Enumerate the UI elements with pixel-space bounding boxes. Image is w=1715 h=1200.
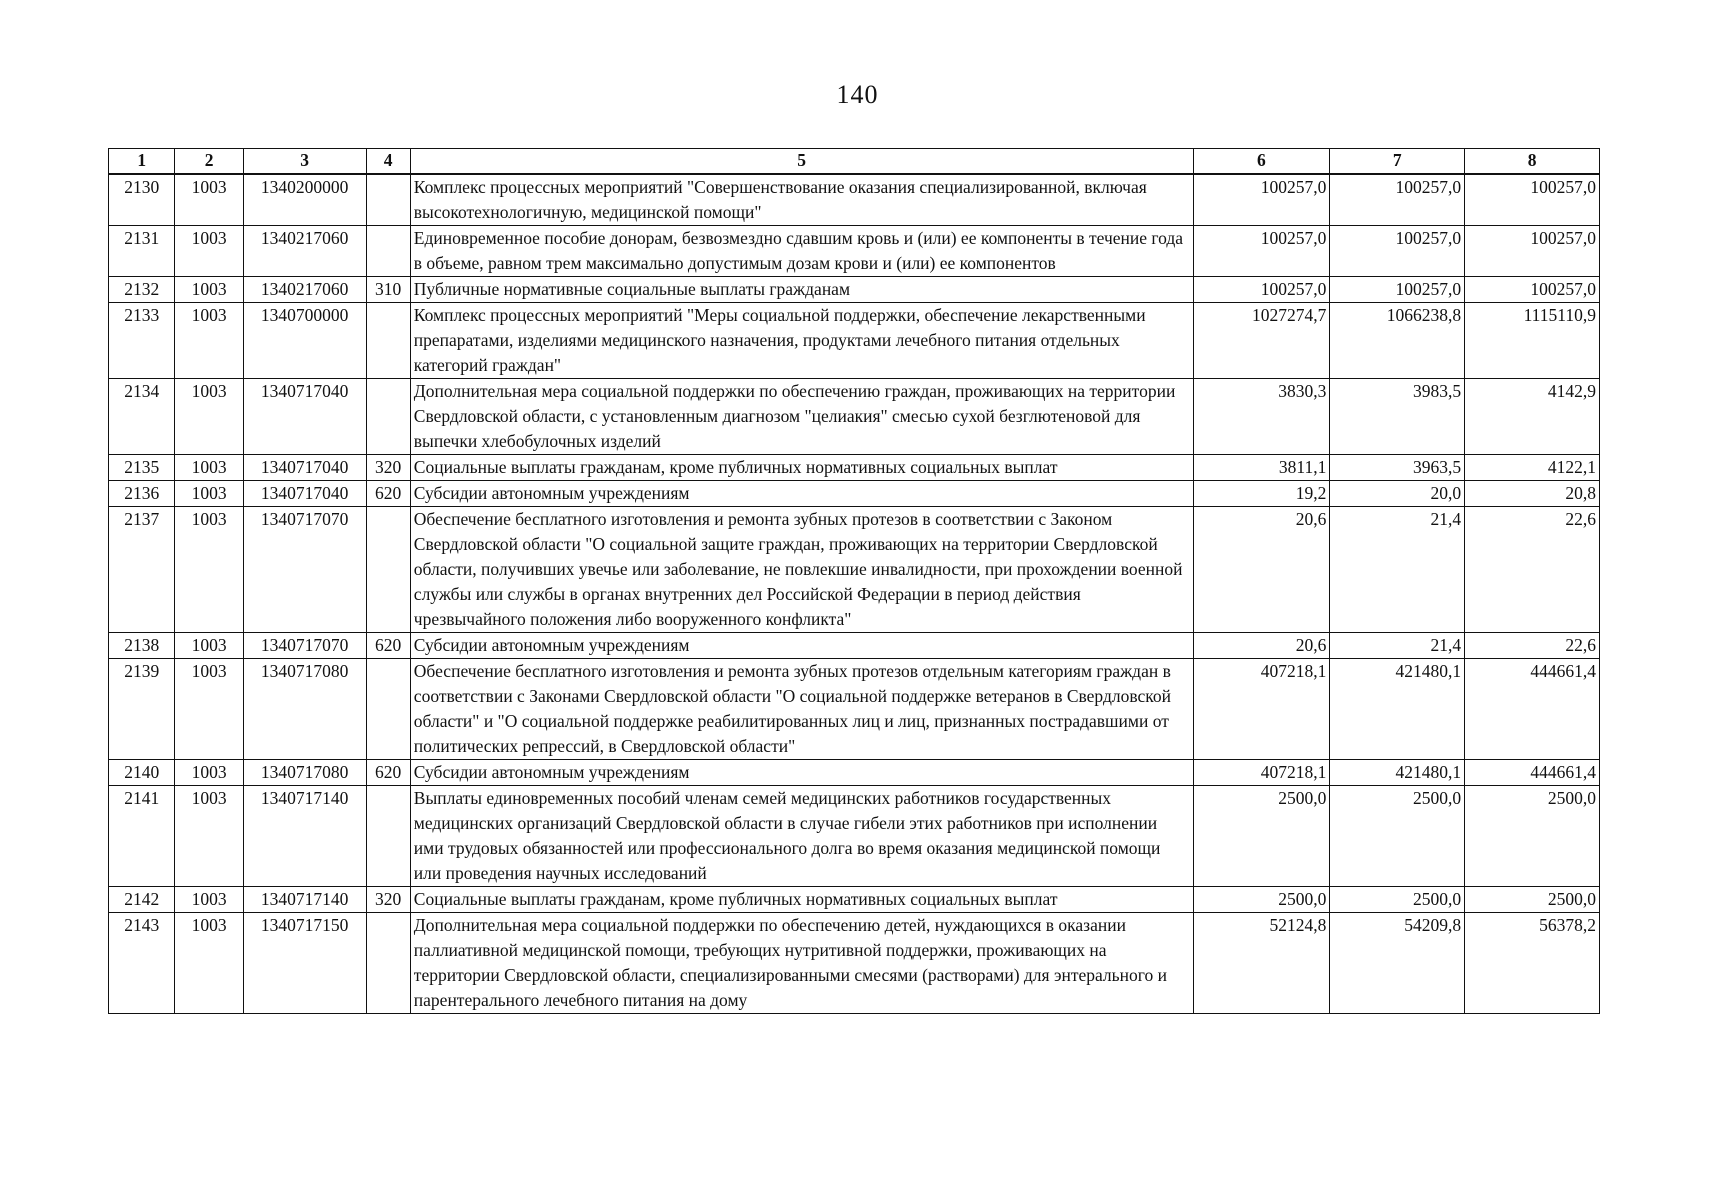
expense-type-code-cell: 620 (366, 760, 410, 786)
target-item-code-cell: 1340717140 (243, 887, 366, 913)
description-cell: Комплекс процессных мероприятий "Меры социальной поддержки, обеспечение лекарственными препаратами, изделиями медицинского назначения, продуктами лечебного питания отдельных категорий граждан" (410, 303, 1193, 379)
amount-col8-cell: 4122,1 (1465, 455, 1600, 481)
section-code-cell: 1003 (175, 913, 243, 1014)
expense-type-code-cell (366, 226, 410, 277)
target-item-code-cell: 1340717080 (243, 659, 366, 760)
amount-col7-cell: 2500,0 (1330, 786, 1465, 887)
line-number-cell: 2130 (109, 174, 175, 226)
page-number: 140 (836, 80, 879, 109)
amount-col8-cell: 100257,0 (1465, 174, 1600, 226)
amount-col8-cell: 100257,0 (1465, 277, 1600, 303)
expense-type-code-cell (366, 174, 410, 226)
column-header: 8 (1465, 149, 1600, 175)
expense-type-code-cell: 320 (366, 455, 410, 481)
amount-col8-cell: 2500,0 (1465, 786, 1600, 887)
amount-col6-cell: 2500,0 (1193, 887, 1330, 913)
column-header: 2 (175, 149, 243, 175)
amount-col7-cell: 20,0 (1330, 481, 1465, 507)
amount-col7-cell: 54209,8 (1330, 913, 1465, 1014)
section-code-cell: 1003 (175, 455, 243, 481)
target-item-code-cell: 1340217060 (243, 277, 366, 303)
table-row (109, 277, 1600, 303)
line-number-cell: 2138 (109, 633, 175, 659)
table-row (109, 481, 1600, 507)
section-code-cell: 1003 (175, 633, 243, 659)
amount-col8-cell: 2500,0 (1465, 887, 1600, 913)
section-code-cell: 1003 (175, 174, 243, 226)
amount-col6-cell: 407218,1 (1193, 760, 1330, 786)
section-code-cell: 1003 (175, 481, 243, 507)
column-header: 7 (1330, 149, 1465, 175)
amount-col6-cell: 3811,1 (1193, 455, 1330, 481)
target-item-code-cell: 1340717040 (243, 481, 366, 507)
section-code-cell: 1003 (175, 760, 243, 786)
description-cell: Комплекс процессных мероприятий "Совершенствование оказания специализированной, включая высокотехнологичную, медицинской помощи" (410, 174, 1193, 226)
target-item-code-cell: 1340717040 (243, 379, 366, 455)
description-cell: Субсидии автономным учреждениям (410, 481, 1193, 507)
target-item-code-cell: 1340717070 (243, 507, 366, 633)
table-row (109, 659, 1600, 760)
table-row (109, 226, 1600, 277)
description-cell: Дополнительная мера социальной поддержки по обеспечению граждан, проживающих на территории Свердловской области, с установленным диагнозом "целиакия" смесью сухой безглютеновой для выпечки хлебобулочных изделий (410, 379, 1193, 455)
table-row (109, 303, 1600, 379)
amount-col7-cell: 100257,0 (1330, 226, 1465, 277)
section-code-cell: 1003 (175, 507, 243, 633)
table-row (109, 760, 1600, 786)
table-row (109, 379, 1600, 455)
section-code-cell: 1003 (175, 786, 243, 887)
description-cell: Публичные нормативные социальные выплаты гражданам (410, 277, 1193, 303)
table-row (109, 913, 1600, 1014)
expense-type-code-cell: 620 (366, 633, 410, 659)
column-header: 3 (243, 149, 366, 175)
target-item-code-cell: 1340217060 (243, 226, 366, 277)
amount-col6-cell: 52124,8 (1193, 913, 1330, 1014)
budget-table (108, 148, 1600, 1014)
table-body (109, 174, 1600, 1014)
line-number-cell: 2135 (109, 455, 175, 481)
table-row (109, 455, 1600, 481)
expense-type-code-cell (366, 507, 410, 633)
expense-type-code-cell (366, 659, 410, 760)
target-item-code-cell: 1340717040 (243, 455, 366, 481)
target-item-code-cell: 1340717150 (243, 913, 366, 1014)
expense-type-code-cell: 620 (366, 481, 410, 507)
target-item-code-cell: 1340717070 (243, 633, 366, 659)
section-code-cell: 1003 (175, 659, 243, 760)
column-header: 6 (1193, 149, 1330, 175)
amount-col8-cell: 56378,2 (1465, 913, 1600, 1014)
amount-col7-cell: 3983,5 (1330, 379, 1465, 455)
column-header: 1 (109, 149, 175, 175)
expense-type-code-cell (366, 786, 410, 887)
section-code-cell: 1003 (175, 277, 243, 303)
line-number-cell: 2133 (109, 303, 175, 379)
description-cell: Единовременное пособие донорам, безвозмездно сдавшим кровь и (или) ее компоненты в течение года в объеме, равном трем максимально допустимым дозам крови и (или) ее компонентов (410, 226, 1193, 277)
table-row (109, 507, 1600, 633)
line-number-cell: 2139 (109, 659, 175, 760)
amount-col6-cell: 19,2 (1193, 481, 1330, 507)
amount-col8-cell: 22,6 (1465, 507, 1600, 633)
amount-col6-cell: 1027274,7 (1193, 303, 1330, 379)
amount-col8-cell: 100257,0 (1465, 226, 1600, 277)
amount-col8-cell: 4142,9 (1465, 379, 1600, 455)
expense-type-code-cell (366, 379, 410, 455)
amount-col6-cell: 407218,1 (1193, 659, 1330, 760)
amount-col8-cell: 20,8 (1465, 481, 1600, 507)
amount-col6-cell: 100257,0 (1193, 226, 1330, 277)
description-cell: Дополнительная мера социальной поддержки по обеспечению детей, нуждающихся в оказании паллиативной медицинской помощи, требующих нутритивной поддержки, проживающих на территории Свердловской области, специализированными смесями (растворами) для энтерального и парентерального лечебного питания на дому (410, 913, 1193, 1014)
section-code-cell: 1003 (175, 226, 243, 277)
expense-type-code-cell: 310 (366, 277, 410, 303)
amount-col7-cell: 21,4 (1330, 633, 1465, 659)
target-item-code-cell: 1340700000 (243, 303, 366, 379)
amount-col7-cell: 421480,1 (1330, 659, 1465, 760)
description-cell: Социальные выплаты гражданам, кроме публичных нормативных социальных выплат (410, 455, 1193, 481)
description-cell: Обеспечение бесплатного изготовления и ремонта зубных протезов в соответствии с Законом Свердловской области "О социальной защите граждан, проживающих на территории Свердловской области, получивших увечье или заболевание, не повлекшие инвалидности, при прохождении военной службы или службы в органах внутренних дел Российской Федерации в период действия чрезвычайного положения либо вооруженного конфликта" (410, 507, 1193, 633)
target-item-code-cell: 1340717140 (243, 786, 366, 887)
description-cell: Выплаты единовременных пособий членам семей медицинских работников государственных медицинских организаций Свердловской области в случае гибели этих работников при исполнении ими трудовых обязанностей или профессионального долга во время оказания медицинской помощи или проведения научных исследований (410, 786, 1193, 887)
line-number-cell: 2134 (109, 379, 175, 455)
column-header: 5 (410, 149, 1193, 175)
section-code-cell: 1003 (175, 303, 243, 379)
amount-col6-cell: 100257,0 (1193, 174, 1330, 226)
amount-col7-cell: 3963,5 (1330, 455, 1465, 481)
expense-type-code-cell: 320 (366, 887, 410, 913)
amount-col6-cell: 20,6 (1193, 507, 1330, 633)
amount-col6-cell: 100257,0 (1193, 277, 1330, 303)
amount-col8-cell: 444661,4 (1465, 659, 1600, 760)
line-number-cell: 2137 (109, 507, 175, 633)
section-code-cell: 1003 (175, 379, 243, 455)
description-cell: Обеспечение бесплатного изготовления и ремонта зубных протезов отдельным категориям граждан в соответствии с Законами Свердловской области "О социальной поддержке ветеранов в Свердловской области" и "О социальной поддержке реабилитированных лиц и лиц, признанных пострадавшими от политических репрессий, в Свердловской области" (410, 659, 1193, 760)
line-number-cell: 2136 (109, 481, 175, 507)
expense-type-code-cell (366, 303, 410, 379)
description-cell: Субсидии автономным учреждениям (410, 760, 1193, 786)
amount-col6-cell: 3830,3 (1193, 379, 1330, 455)
description-cell: Социальные выплаты гражданам, кроме публичных нормативных социальных выплат (410, 887, 1193, 913)
amount-col7-cell: 1066238,8 (1330, 303, 1465, 379)
amount-col7-cell: 21,4 (1330, 507, 1465, 633)
table-row (109, 887, 1600, 913)
expense-type-code-cell (366, 913, 410, 1014)
amount-col8-cell: 444661,4 (1465, 760, 1600, 786)
line-number-cell: 2142 (109, 887, 175, 913)
amount-col6-cell: 2500,0 (1193, 786, 1330, 887)
line-number-cell: 2140 (109, 760, 175, 786)
amount-col6-cell: 20,6 (1193, 633, 1330, 659)
amount-col7-cell: 2500,0 (1330, 887, 1465, 913)
table-row (109, 786, 1600, 887)
section-code-cell: 1003 (175, 887, 243, 913)
amount-col7-cell: 421480,1 (1330, 760, 1465, 786)
table-header-row (109, 149, 1600, 175)
column-header: 4 (366, 149, 410, 175)
target-item-code-cell: 1340200000 (243, 174, 366, 226)
amount-col8-cell: 1115110,9 (1465, 303, 1600, 379)
description-cell: Субсидии автономным учреждениям (410, 633, 1193, 659)
line-number-cell: 2131 (109, 226, 175, 277)
line-number-cell: 2132 (109, 277, 175, 303)
target-item-code-cell: 1340717080 (243, 760, 366, 786)
line-number-cell: 2141 (109, 786, 175, 887)
amount-col7-cell: 100257,0 (1330, 277, 1465, 303)
table-row (109, 633, 1600, 659)
table-row (109, 174, 1600, 226)
line-number-cell: 2143 (109, 913, 175, 1014)
amount-col8-cell: 22,6 (1465, 633, 1600, 659)
amount-col7-cell: 100257,0 (1330, 174, 1465, 226)
